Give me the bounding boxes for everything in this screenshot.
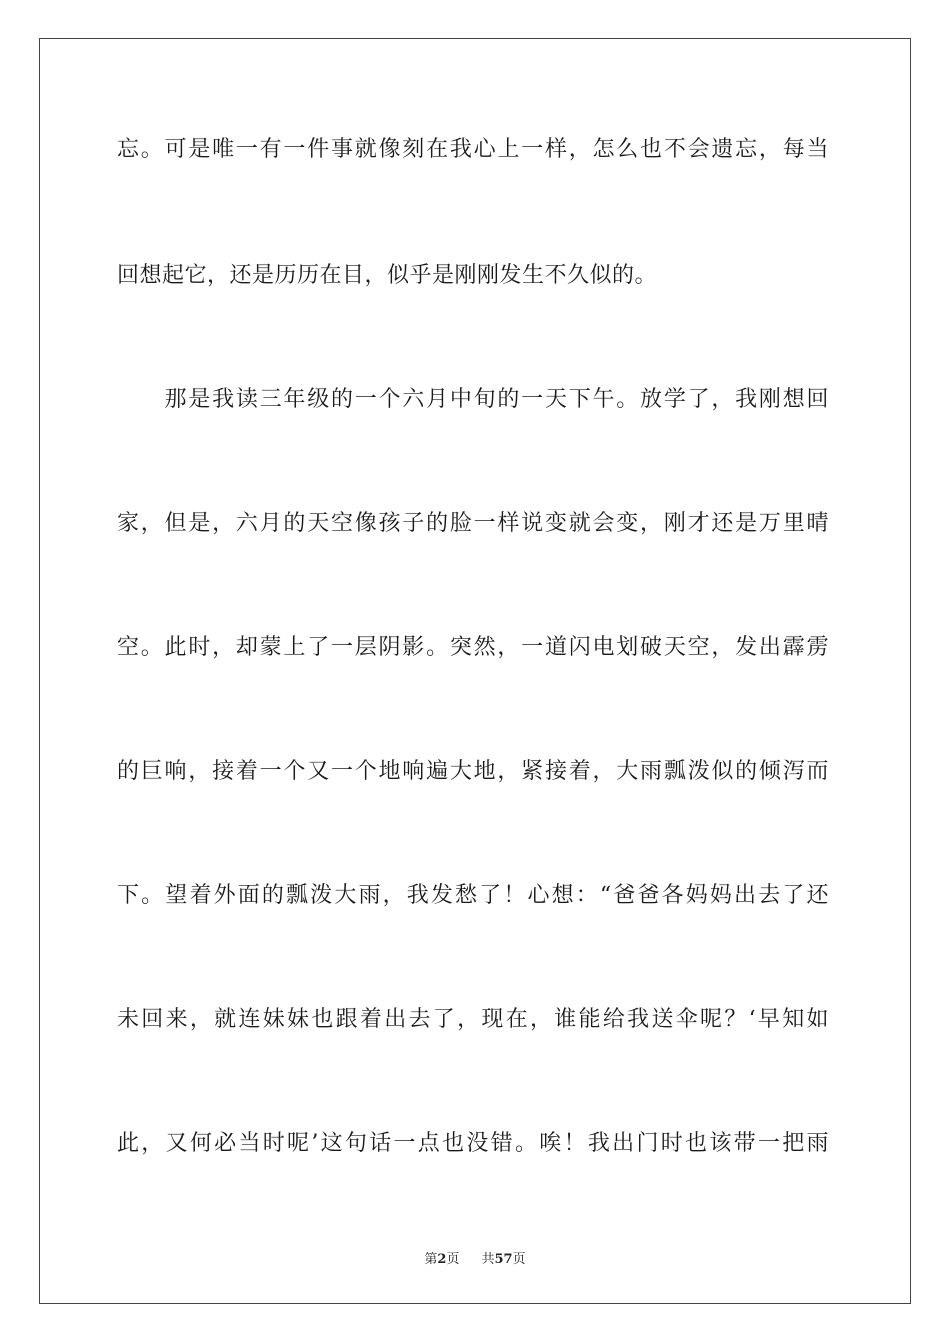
- text-line-1: 忘。可是唯一有一件事就像刻在我心上一样，怎么也不会遗忘，每当: [117, 137, 829, 162]
- total-prefix: 共: [481, 1252, 495, 1267]
- text-line-4: 家，但是，六月的天空像孩子的脸一样说变就会变，刚才还是万里晴: [117, 511, 829, 536]
- page-border: [39, 38, 911, 1304]
- text-line-2: 回想起它，还是历历在目，似乎是刚刚发生不久似的。: [117, 263, 658, 288]
- text-line-9: 此，又何必当时呢’这句话一点也没错。唉！我出门时也该带一把雨: [117, 1131, 829, 1156]
- page-suffix: 页: [446, 1252, 460, 1267]
- page-prefix: 第: [424, 1252, 438, 1267]
- text-line-5: 空。此时，却蒙上了一层阴影。突然，一道闪电划破天空，发出霹雳: [117, 635, 829, 660]
- page-number: 2: [437, 1252, 447, 1267]
- text-line-8: 未回来，就连妹妹也跟着出去了，现在，谁能给我送伞呢？‘早知如: [117, 1007, 829, 1032]
- total-pages: 57: [494, 1252, 513, 1267]
- page-footer: [0, 1248, 950, 1267]
- total-suffix: 页: [512, 1252, 526, 1267]
- text-line-3: 那是我读三年级的一个六月中旬的一天下午。放学了，我刚想回: [117, 387, 829, 412]
- text-line-6: 的巨响，接着一个又一个地响遍大地，紧接着，大雨瓢泼似的倾泻而: [117, 759, 829, 784]
- text-line-7: 下。望着外面的瓢泼大雨，我发愁了！心想：“爸爸各妈妈出去了还: [117, 883, 829, 908]
